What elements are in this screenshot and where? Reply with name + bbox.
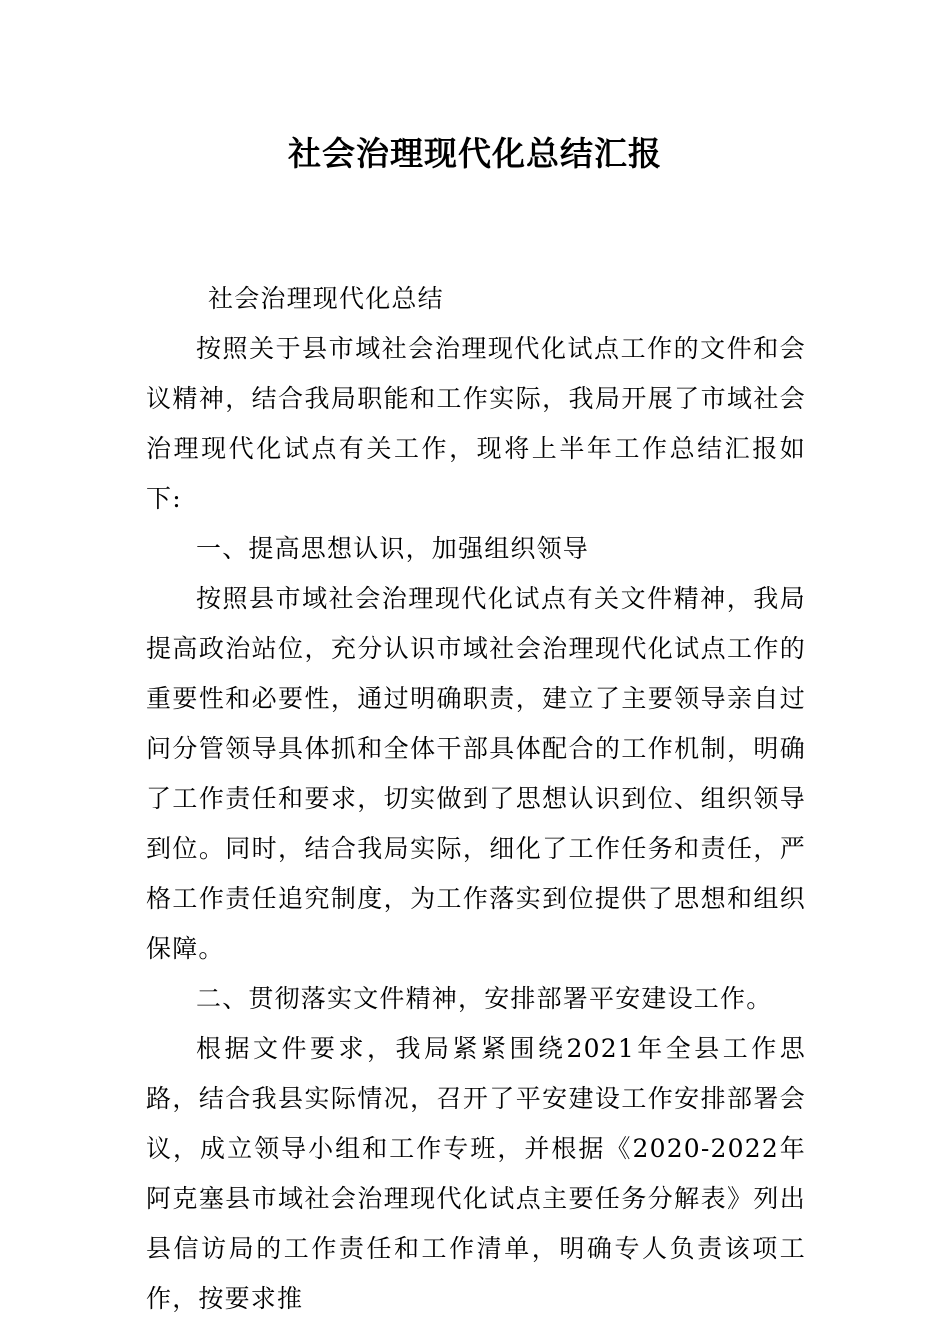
section-heading-one: 一、提高思想认识，加强组织领导 <box>196 534 590 563</box>
paragraph-section-two: 根据文件要求，我局紧紧围绕2021年全县工作思路，结合我县实际情况，召开了平安建设工作安排部署会议，成立领导小组和工作专班，并根据《2020-2022年阿克塞县市域社会治理现代化试点主要任务分解表》列出县信访局的工作责任和工作清单，明确专人负责该项工作，按要求推 <box>146 1034 806 1313</box>
document-title: 社会治理现代化总结汇报 <box>288 134 662 173</box>
paragraph-intro: 按照关于县市域社会治理现代化试点工作的文件和会议精神，结合我局职能和工作实际，我局开展了市域社会治理现代化试点有关工作，现将上半年工作总结汇报如下: <box>146 334 806 513</box>
paragraph-subtitle: 社会治理现代化总结 <box>208 284 444 313</box>
paragraph-section-one: 按照县市域社会治理现代化试点有关文件精神，我局提高政治站位，充分认识市域社会治理现代化试点工作的重要性和必要性，通过明确职责，建立了主要领导亲自过问分管领导具体抓和全体干部具体配合的工作机制，明确了工作责任和要求，切实做到了思想认识到位、组织领导到位。同时，结合我局实际，细化了工作任务和责任，严格工作责任追究制度，为工作落实到位提供了思想和组织保障。 <box>146 584 806 963</box>
document-body <box>146 274 806 1324</box>
section-heading-two: 二、贯彻落实文件精神，安排部署平安建设工作。 <box>196 984 773 1013</box>
